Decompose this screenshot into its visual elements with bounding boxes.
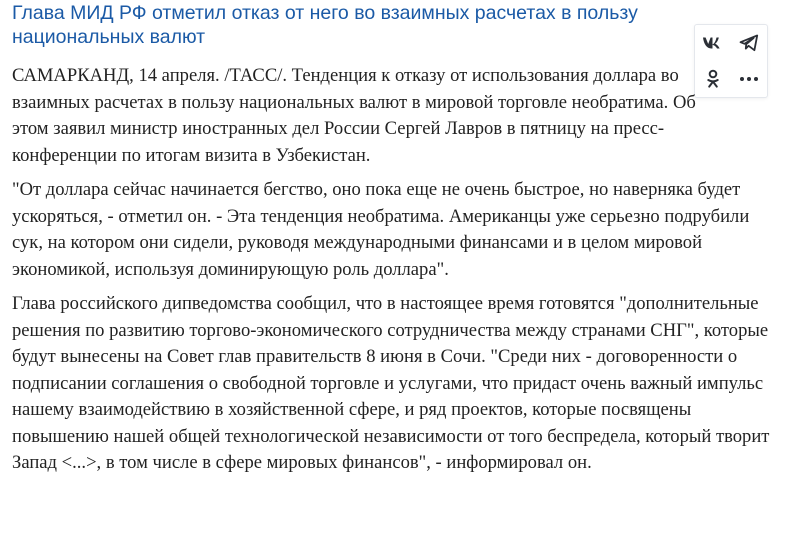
article-paragraph: Глава российского дипведомства сообщил, что в настоящее время готовятся "дополнительные решения по развитию торгово-экономического сотрудничества между странами СНГ", которые будут вынесены на Совет глав правительств 8 июня в Сочи. "Среди них - договоренности о подписании соглашения о свободной торговле и услугами, что придаст очень важный импульс нашему взаимодействию в хозяйственной сфере, и ряд проектов, которые посвящены повышению нашей общей технологической независимости от того беспредела, который творит Запад <...>, в том числе в сфере мировых финансов", - информировал он. [12, 293, 770, 473]
share-telegram-button[interactable] [731, 25, 767, 61]
vk-icon [702, 36, 724, 50]
article-paragraph: "От доллара сейчас начинается бегство, оно пока еще не очень быстрое, но наверняка будет ускоряться, - отметил он. - Эта тенденция необратима. Американцы уже серьезно подрубили сук, на котором они сидели, руководя международными финансами и в целом мировой экономикой, используя доминирующую роль доллара". [12, 179, 750, 280]
article-paragraph: САМАРКАНД, 14 апреля. /ТАСС/. Тенденция к отказу от использования доллара во взаимных расчетах в пользу национальных валют в мировой торговле необратима. Об этом заявил министр иностранных дел России Сергей Лавров в пятницу на пресс-конференции по итогам визита в Узбекистан. [12, 65, 696, 166]
share-vk-button[interactable] [695, 25, 731, 61]
article-headline: Глава МИД РФ отметил отказ от него во взаимных расчетах в пользу национальных валют [12, 2, 638, 48]
telegram-icon [739, 34, 759, 52]
article-body [12, 63, 772, 485]
